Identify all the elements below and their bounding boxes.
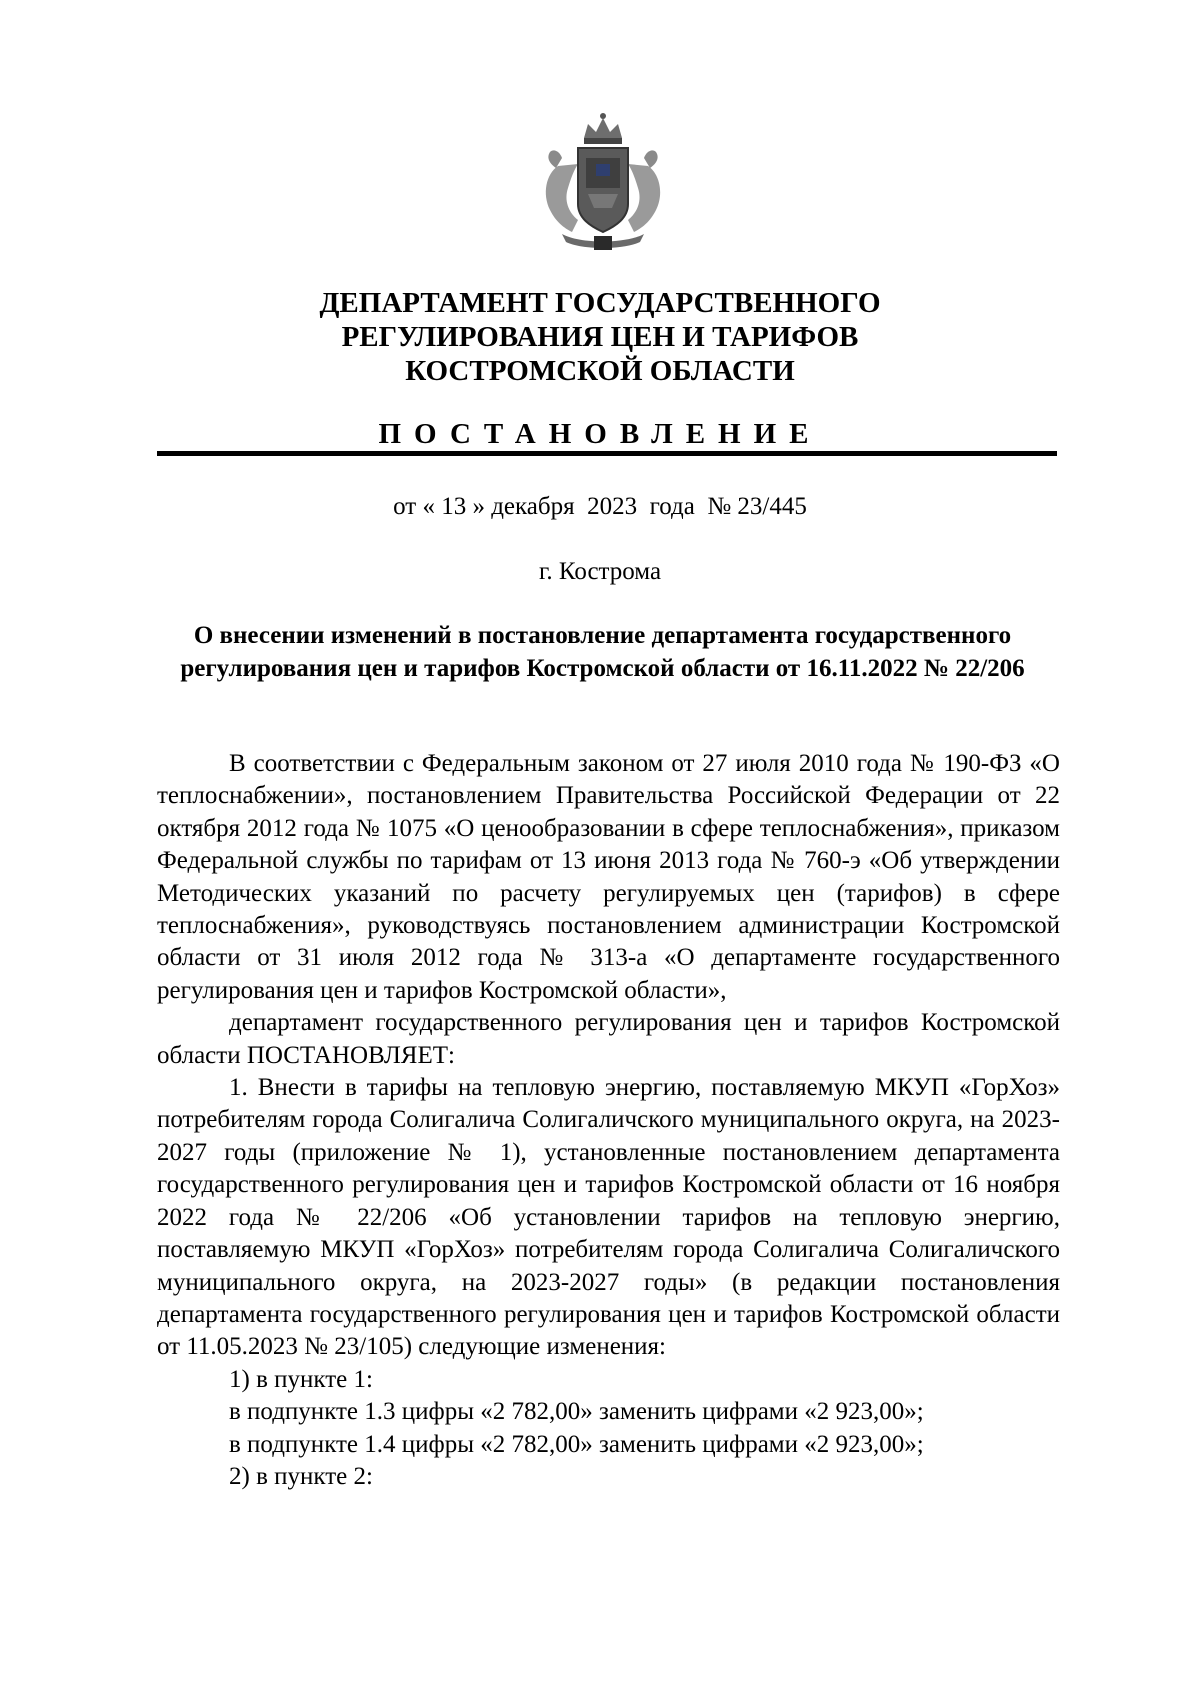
subitem-1-a: в подпункте 1.3 цифры «2 782,00» заменить цифрами «2 923,00»;	[229, 1398, 924, 1426]
subitem-1: 1) в пункте 1:	[229, 1365, 373, 1393]
title-line: О внесении изменений в постановление департамента государственного	[193, 622, 1012, 649]
subitem-1-b: в подпункте 1.4 цифры «2 782,00» заменить цифрами «2 923,00»;	[229, 1430, 924, 1458]
coat-of-arms-icon	[528, 108, 678, 258]
issuing-authority	[150, 286, 1050, 388]
title-line: регулирования цен и тарифов Костромской области от 16.11.2022 № 22/206	[180, 655, 1025, 682]
document-body	[157, 748, 1060, 1493]
document-title	[150, 619, 1055, 685]
date-and-number: от « 13 » декабря 2023 года № 23/445	[393, 493, 807, 520]
org-line: РЕГУЛИРОВАНИЯ ЦЕН И ТАРИФОВ	[341, 321, 859, 353]
item-1-paragraph: 1. Внести в тарифы на тепловую энергию, поставляемую МКУП «ГорХоз» потребителям города Солигалича Солигаличского муниципального округа, на 2023-2027 годы (приложение № 1), установленные постановлением департамента государственного регулирования цен и тарифов Костромской области от 16 ноября 2022 года № 22/206 «Об установлении тарифов на тепловую энергию, поставляемую МКУП «ГорХоз» потребителям города Солигалича Солигаличского муниципального округа, на 2023-2027 годы» (в редакции постановления департамента государственного регулирования цен и тарифов Костромской области от 11.05.2023 № 23/105) следующие изменения:	[157, 1074, 1060, 1361]
city: г. Кострома	[538, 558, 662, 585]
preamble-paragraph: В соответствии с Федеральным законом от 27 июля 2010 года № 190-ФЗ «О теплоснабжении», постановлением Правительства Российской Федерации от 22 октября 2012 года № 1075 «О ценообразовании в сфере теплоснабжения», приказом Федеральной службы по тарифам от 13 июня 2013 года № 760-э «Об утверждении Методических указаний по расчету регулируемых цен (тарифов) в сфере теплоснабжения», руководствуясь постановлением администрации Костромской области от 31 июля 2012 года № 313-а «О департаменте государственного регулирования цен и тарифов Костромской области»,	[157, 750, 1060, 1004]
document-type: ПОСТАНОВЛЕНИЕ	[378, 418, 822, 450]
org-line: КОСТРОМСКОЙ ОБЛАСТИ	[405, 355, 795, 387]
subitem-2: 2) в пункте 2:	[229, 1462, 373, 1490]
org-line: ДЕПАРТАМЕНТ ГОСУДАРСТВЕННОГО	[319, 287, 881, 319]
header-divider	[157, 451, 1057, 456]
resolution-paragraph: департамент государственного регулирования цен и тарифов Костромской области ПОСТАНОВЛЯЕТ:	[157, 1009, 1060, 1069]
